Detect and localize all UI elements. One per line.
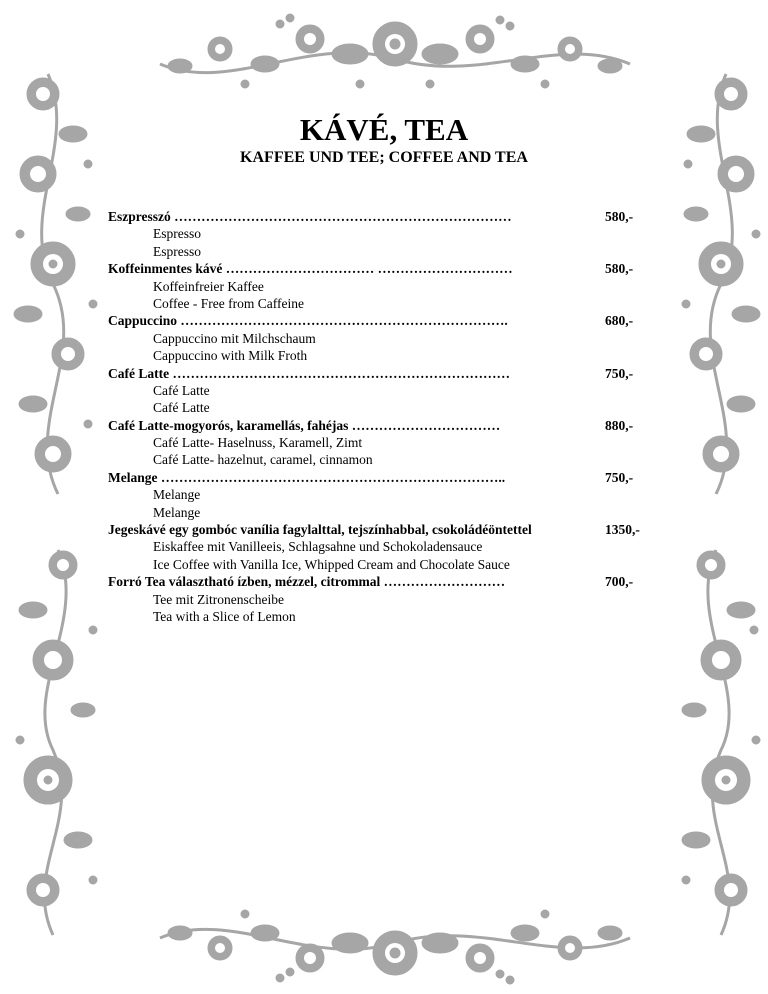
menu-item-name: Koffeinmentes kávé …………………………… ………………………… [108,261,513,277]
menu-item [108,365,668,417]
menu-item-price: 880,- [605,417,634,433]
menu-item-name: Melange ………………………………………………………………….. [108,469,506,485]
menu-item-price: 1350,- [605,522,640,538]
menu-item [108,260,668,312]
menu-item-price: 580,- [605,261,634,277]
floral-border-top-icon [150,4,640,100]
menu-item-name: Eszpresszó ………………………………………………………………… [108,209,512,224]
menu-item-header [108,208,668,225]
menu-item-name: Jegeskávé egy gombóc vanília fagylalttal, tejszínhabbal, csokoládéöntettel [108,522,532,538]
menu-item-translation-de: Café Latte [153,382,210,398]
menu-item-price: 700,- [605,574,634,590]
menu-item [108,312,668,364]
menu-item-translation-en: Tea with a Slice of Lemon [153,608,296,624]
menu-item-name: Cappuccino ………………………………………………………………. [108,313,508,329]
menu-item-translation-de: Espresso [153,226,201,242]
menu-item-name: Forró Tea választható ízben, mézzel, citrommal ……………………… [108,574,506,590]
menu-item-header [108,521,668,538]
page-subtitle: KAFFEE UND TEE; COFFEE AND TEA [240,149,528,166]
menu-item [108,417,668,469]
menu-item [108,469,668,521]
menu-item-translation-de: Eiskaffee mit Vanilleeis, Schlagsahne und Schokoladensauce [153,539,483,555]
menu-item-header [108,573,668,590]
menu-item-translation-en: Café Latte [153,400,210,416]
floral-border-bottom-icon [150,898,640,990]
floral-border-left-bottom-icon [8,540,108,940]
menu-item-header [108,365,668,382]
menu-list [108,208,668,625]
menu-item [108,208,668,260]
menu-item-header [108,469,668,486]
menu-item-translation-de: Cappuccino mit Milchschaum [153,330,316,346]
menu-item-price: 750,- [605,469,634,485]
menu-item [108,521,668,573]
menu-item-translation-en: Cappuccino with Milk Froth [153,348,308,364]
menu-item-translation-en: Ice Coffee with Vanilla Ice, Whipped Cream and Chocolate Sauce [153,556,510,572]
menu-item [108,573,668,625]
floral-border-right-bottom-icon [676,540,766,940]
menu-item-translation-de: Koffeinfreier Kaffee [153,278,264,294]
menu-item-translation-de: Café Latte- Haselnuss, Karamell, Zimt [153,435,363,451]
menu-item-name: Café Latte-mogyorós, karamellás, fahéjas …………………………… [108,417,501,433]
menu-item-price: 580,- [605,209,634,224]
menu-item-header [108,417,668,434]
menu-item-header [108,312,668,329]
page-title: KÁVÉ, TEA [299,112,469,147]
menu-item-translation-en: Espresso [153,243,201,259]
menu-item-translation-en: Coffee - Free from Caffeine [153,295,304,311]
menu-item-translation-de: Tee mit Zitronenscheibe [153,591,285,607]
menu-item-translation-en: Melange [153,504,201,520]
menu-item-price: 750,- [605,365,634,381]
menu-item-name: Café Latte ………………………………………………………………… [108,365,510,381]
menu-item-translation-en: Café Latte- hazelnut, caramel, cinnamon [153,452,373,468]
menu-item-price: 680,- [605,313,634,329]
menu-item-header [108,260,668,277]
menu-item-translation-de: Melange [153,487,201,503]
